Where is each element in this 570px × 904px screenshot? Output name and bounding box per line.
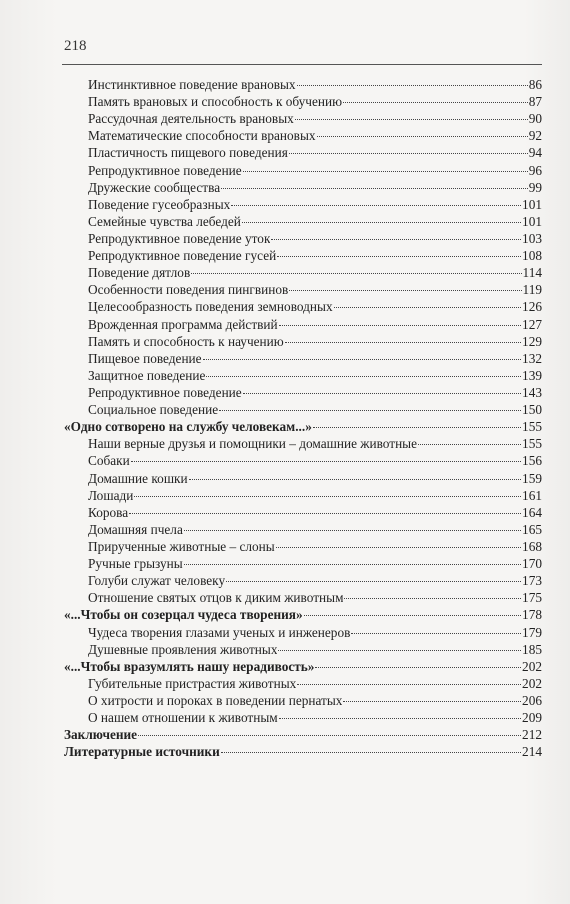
toc-entry <box>64 316 542 333</box>
toc-entry-title: Математические способности врановых <box>88 128 316 144</box>
toc-entry-page: 108 <box>522 248 542 264</box>
toc-entry-title: Репродуктивное поведение гусей <box>88 248 277 264</box>
toc-entry-title: Особенности поведения пингвинов <box>88 282 289 298</box>
toc-entry <box>64 470 542 487</box>
toc-entry-page: 132 <box>522 350 542 366</box>
toc-entry-page: 92 <box>528 128 542 144</box>
toc-section-entry <box>64 726 542 743</box>
dot-leader <box>344 598 521 599</box>
toc-section-entry <box>64 606 542 623</box>
toc-entry-page: 206 <box>522 692 542 708</box>
toc-entry <box>64 692 542 709</box>
toc-entry <box>64 247 542 264</box>
page-number: 218 <box>64 38 87 54</box>
toc-entry-title: Инстинктивное поведение врановых <box>88 77 296 92</box>
toc-entry <box>64 179 542 196</box>
toc-entry <box>64 144 542 161</box>
toc-entry-title: Домашние кошки <box>88 470 188 486</box>
toc-entry-page: 143 <box>522 384 542 400</box>
dot-leader <box>134 496 521 497</box>
toc-entry-title: Литературные источники <box>64 744 220 760</box>
toc-entry-title: «Одно сотворено на службу человекам...» <box>64 419 312 435</box>
toc-entry-title: Врожденная программа действий <box>88 316 278 332</box>
toc-entry <box>64 538 542 555</box>
dot-leader <box>315 667 521 668</box>
dot-leader <box>289 153 528 154</box>
toc-entry-page: 90 <box>528 111 542 127</box>
toc-entry <box>64 127 542 144</box>
dot-leader <box>231 205 521 206</box>
toc-entry-page: 155 <box>522 419 542 435</box>
dot-leader <box>221 752 521 753</box>
toc-entry-page: 209 <box>522 710 542 726</box>
dot-leader <box>184 564 521 565</box>
toc-entry-title: Поведение дятлов <box>88 265 191 281</box>
dot-leader <box>219 410 521 411</box>
toc-entry-title: Дружеские сообщества <box>88 179 221 195</box>
toc-entry-title: Репродуктивное поведение уток <box>88 230 271 246</box>
dot-leader <box>343 102 528 103</box>
toc-entry-page: 212 <box>522 727 542 743</box>
toc-entry-title: О нашем отношении к животным <box>88 710 278 726</box>
toc-entry-title: Ручные грызуны <box>88 556 183 572</box>
dot-leader <box>271 239 521 240</box>
toc-entry-title: Пищевое поведение <box>88 350 202 366</box>
toc-entry <box>64 487 542 504</box>
dot-leader <box>203 359 521 360</box>
toc-entry-title: Прирученные животные – слоны <box>88 538 275 554</box>
toc-entry-page: 161 <box>522 487 542 503</box>
toc-entry <box>64 641 542 658</box>
toc-entry-page: 165 <box>522 521 542 537</box>
dot-leader <box>279 718 521 719</box>
toc-entry-title: Поведение гусеобразных <box>88 196 231 212</box>
dot-leader <box>351 633 521 634</box>
toc-entry <box>64 162 542 179</box>
toc-entry-page: 86 <box>528 77 542 92</box>
toc-entry-title: «...Чтобы вразумлять нашу нерадивость» <box>64 658 315 674</box>
dot-leader <box>276 547 521 548</box>
toc-entry <box>64 624 542 641</box>
toc-entry <box>64 281 542 298</box>
dot-leader <box>295 119 528 120</box>
dot-leader <box>317 136 528 137</box>
toc-entry-page: 126 <box>522 299 542 315</box>
toc-entry-title: Домашняя пчела <box>88 521 183 537</box>
toc-entry <box>64 333 542 350</box>
toc-entry-page: 103 <box>522 230 542 246</box>
toc-entry <box>64 264 542 281</box>
dot-leader <box>418 444 521 445</box>
toc-entry-title: Чудеса творения глазами ученых и инженеров <box>88 624 351 640</box>
toc-section-entry <box>64 743 542 760</box>
toc-entry <box>64 93 542 110</box>
dot-leader <box>221 188 528 189</box>
toc-entry-page: 114 <box>522 265 542 281</box>
toc-entry-page: 101 <box>522 213 542 229</box>
dot-leader <box>138 735 521 736</box>
toc-entry <box>64 76 542 93</box>
toc-entry-page: 168 <box>522 538 542 554</box>
dot-leader <box>206 376 521 377</box>
dot-leader <box>189 479 521 480</box>
toc-entry-title: Семейные чувства лебедей <box>88 213 241 229</box>
toc-entry-title: Целесообразность поведения земноводных <box>88 299 333 315</box>
toc-entry-page: 175 <box>522 590 542 606</box>
dot-leader <box>279 325 521 326</box>
dot-leader <box>289 290 521 291</box>
toc-entry <box>64 675 542 692</box>
toc-entry <box>64 504 542 521</box>
table-of-contents <box>64 76 542 760</box>
toc-entry <box>64 521 542 538</box>
toc-entry-page: 129 <box>522 333 542 349</box>
toc-entry-title: О хитрости и пороках в поведении пернатых <box>88 692 343 708</box>
toc-entry-page: 178 <box>522 607 542 623</box>
toc-entry-page: 150 <box>522 402 542 418</box>
toc-entry-title: Наши верные друзья и помощники – домашние животные <box>88 436 418 452</box>
dot-leader <box>297 684 521 685</box>
dot-leader <box>285 342 521 343</box>
toc-entry <box>64 435 542 452</box>
dot-leader <box>129 513 521 514</box>
toc-entry-title: Рассудочная деятельность врановых <box>88 111 294 127</box>
toc-entry <box>64 709 542 726</box>
toc-section-entry <box>64 658 542 675</box>
toc-entry-page: 99 <box>528 179 542 195</box>
toc-entry-title: Пластичность пищевого поведения <box>88 145 288 161</box>
toc-entry <box>64 401 542 418</box>
toc-entry-title: Отношение святых отцов к диким животным <box>88 590 344 606</box>
toc-entry-page: 214 <box>522 744 542 760</box>
toc-section-entry <box>64 418 542 435</box>
toc-entry-page: 155 <box>522 436 542 452</box>
dot-leader <box>242 222 521 223</box>
dot-leader <box>131 461 521 462</box>
toc-entry <box>64 230 542 247</box>
dot-leader <box>191 273 521 274</box>
toc-entry-page: 170 <box>522 556 542 572</box>
toc-entry-title: Заключение <box>64 727 138 743</box>
toc-entry <box>64 589 542 606</box>
toc-entry-page: 164 <box>522 504 542 520</box>
dot-leader <box>243 393 521 394</box>
toc-entry-page: 101 <box>522 196 542 212</box>
toc-entry-page: 185 <box>522 641 542 657</box>
toc-entry-title: Лошади <box>88 487 134 503</box>
toc-entry-title: Губительные пристрастия животных <box>88 675 297 691</box>
dot-leader <box>304 615 521 616</box>
dot-leader <box>343 701 521 702</box>
toc-entry <box>64 213 542 230</box>
toc-entry-page: 173 <box>522 573 542 589</box>
toc-entry <box>64 384 542 401</box>
toc-entry-title: Репродуктивное поведение <box>88 162 242 178</box>
dot-leader <box>243 171 528 172</box>
toc-entry <box>64 367 542 384</box>
header-rule <box>62 64 542 65</box>
toc-entry-title: Память и способность к научению <box>88 333 284 349</box>
dot-leader <box>297 85 528 86</box>
dot-leader <box>184 530 521 531</box>
toc-entry <box>64 555 542 572</box>
dot-leader <box>277 256 521 257</box>
toc-entry <box>64 452 542 469</box>
toc-entry-page: 94 <box>528 145 542 161</box>
toc-entry <box>64 110 542 127</box>
toc-entry-title: «...Чтобы он созерцал чудеса творения» <box>64 607 303 623</box>
toc-entry-title: Собаки <box>88 453 130 469</box>
toc-entry-page: 159 <box>522 470 542 486</box>
toc-entry <box>64 196 542 213</box>
toc-entry <box>64 298 542 315</box>
toc-entry-title: Социальное поведение <box>88 402 219 418</box>
toc-entry-page: 119 <box>522 282 542 298</box>
toc-entry-page: 139 <box>522 367 542 383</box>
dot-leader <box>278 650 521 651</box>
toc-entry-page: 96 <box>528 162 542 178</box>
toc-entry-page: 202 <box>522 675 542 691</box>
toc-entry-page: 179 <box>522 624 542 640</box>
toc-entry-title: Память врановых и способность к обучению <box>88 94 343 110</box>
toc-entry-page: 156 <box>522 453 542 469</box>
toc-entry-title: Защитное поведение <box>88 367 206 383</box>
toc-entry-title: Репродуктивное поведение <box>88 384 242 400</box>
toc-entry-page: 202 <box>522 658 542 674</box>
toc-entry-title: Корова <box>88 504 129 520</box>
toc-entry-page: 87 <box>528 94 542 110</box>
dot-leader <box>226 581 521 582</box>
toc-entry-title: Душевные проявления животных <box>88 641 278 657</box>
toc-entry-title: Голуби служат человеку <box>88 573 226 589</box>
toc-entry <box>64 350 542 367</box>
dot-leader <box>313 427 521 428</box>
toc-entry <box>64 572 542 589</box>
dot-leader <box>334 307 521 308</box>
toc-entry-page: 127 <box>522 316 542 332</box>
